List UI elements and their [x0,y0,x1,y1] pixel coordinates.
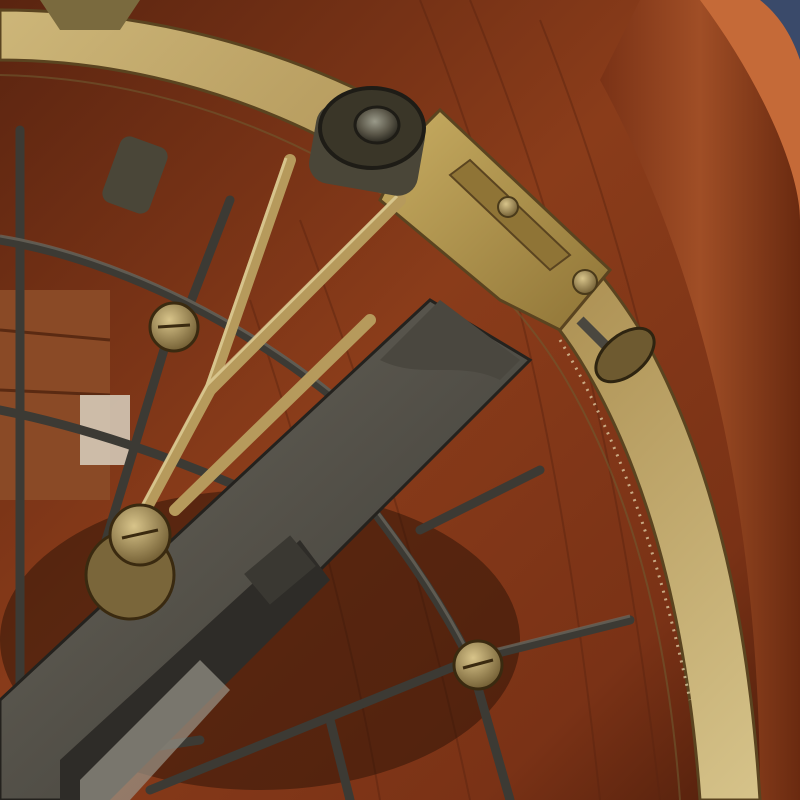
pivot-screw-upper [150,303,198,351]
pivot-screw-lower [454,641,502,689]
